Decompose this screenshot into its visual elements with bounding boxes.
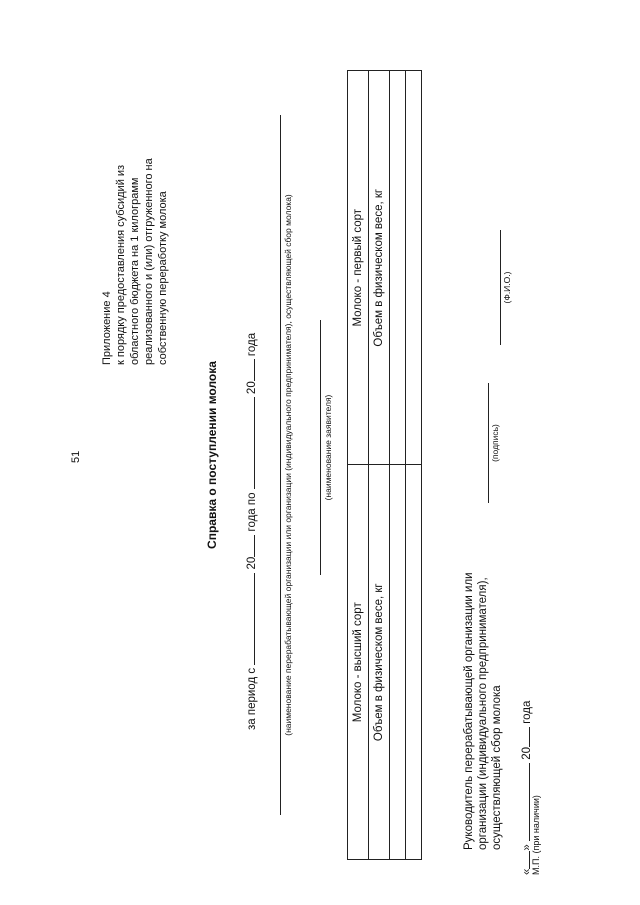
- table-subheader-row: [369, 71, 390, 860]
- milk-volume-table: [347, 70, 422, 860]
- period-year-mark-2: 20: [246, 381, 258, 395]
- page-number: 51: [70, 450, 82, 463]
- full-name-caption: (Ф.И.О.): [502, 271, 512, 304]
- date-open-quote: «: [521, 868, 533, 875]
- head-of-organization-label: Руководитель перерабатывающей организации или организации (индивидуального предпринимателя), осуществляющей сбор молока: [463, 572, 503, 850]
- applicant-name-caption: (наименование заявителя): [323, 394, 333, 501]
- table-row: [406, 71, 422, 860]
- period-end-year-blank: [243, 359, 255, 381]
- date-year-mark: 20: [521, 746, 533, 760]
- col-subheader-top-grade-volume: Объем в физическом весе, кг: [369, 465, 390, 860]
- col-header-first-grade: Молоко - первый сорт: [348, 71, 369, 466]
- table-cell: [406, 465, 422, 860]
- col-subheader-first-grade-volume: Объем в физическом весе, кг: [369, 71, 390, 466]
- table-row: [390, 71, 406, 860]
- signature-line: [488, 383, 489, 503]
- date-close-quote: »: [521, 844, 533, 851]
- date-goda-label: года: [521, 700, 533, 724]
- full-name-line: [500, 230, 501, 345]
- period-line: [243, 333, 258, 730]
- signature-caption: (подпись): [490, 424, 500, 462]
- col-header-top-grade: Молоко - высший сорт: [348, 465, 369, 860]
- document-title: Справка о поступлении молока: [205, 361, 219, 549]
- appendix-block: [100, 125, 170, 365]
- period-from-label: за период с: [246, 667, 258, 730]
- stamp-label: М.П. (при наличии): [531, 795, 541, 875]
- period-start-year-blank: [243, 535, 255, 557]
- table-cell: [406, 71, 422, 466]
- table-cell: [390, 465, 406, 860]
- date-day-blank: [518, 851, 530, 869]
- period-goda-label: года: [246, 332, 258, 357]
- period-end-day-blank: [243, 397, 255, 489]
- table-header-row: [348, 71, 369, 860]
- applicant-name-line: [320, 320, 321, 575]
- organization-name-line: [280, 115, 281, 815]
- period-start-day-blank: [243, 573, 255, 665]
- period-year-mark-1: 20: [246, 556, 258, 570]
- table-cell: [390, 71, 406, 466]
- organization-name-caption: (наименование перерабатывающей организации или организации (индивидуального предпринимателя), осуществляющей сбор молока): [283, 194, 293, 736]
- appendix-text: к порядку предоставления субсидий из областного бюджета на 1 килограмм реализованного и (или) отгруженного на собственную переработку молока: [115, 158, 169, 365]
- period-goda-po-label: года по: [246, 492, 258, 532]
- date-year-blank: [518, 727, 530, 747]
- date-month-blank: [518, 763, 530, 841]
- appendix-label: Приложение 4: [101, 291, 113, 365]
